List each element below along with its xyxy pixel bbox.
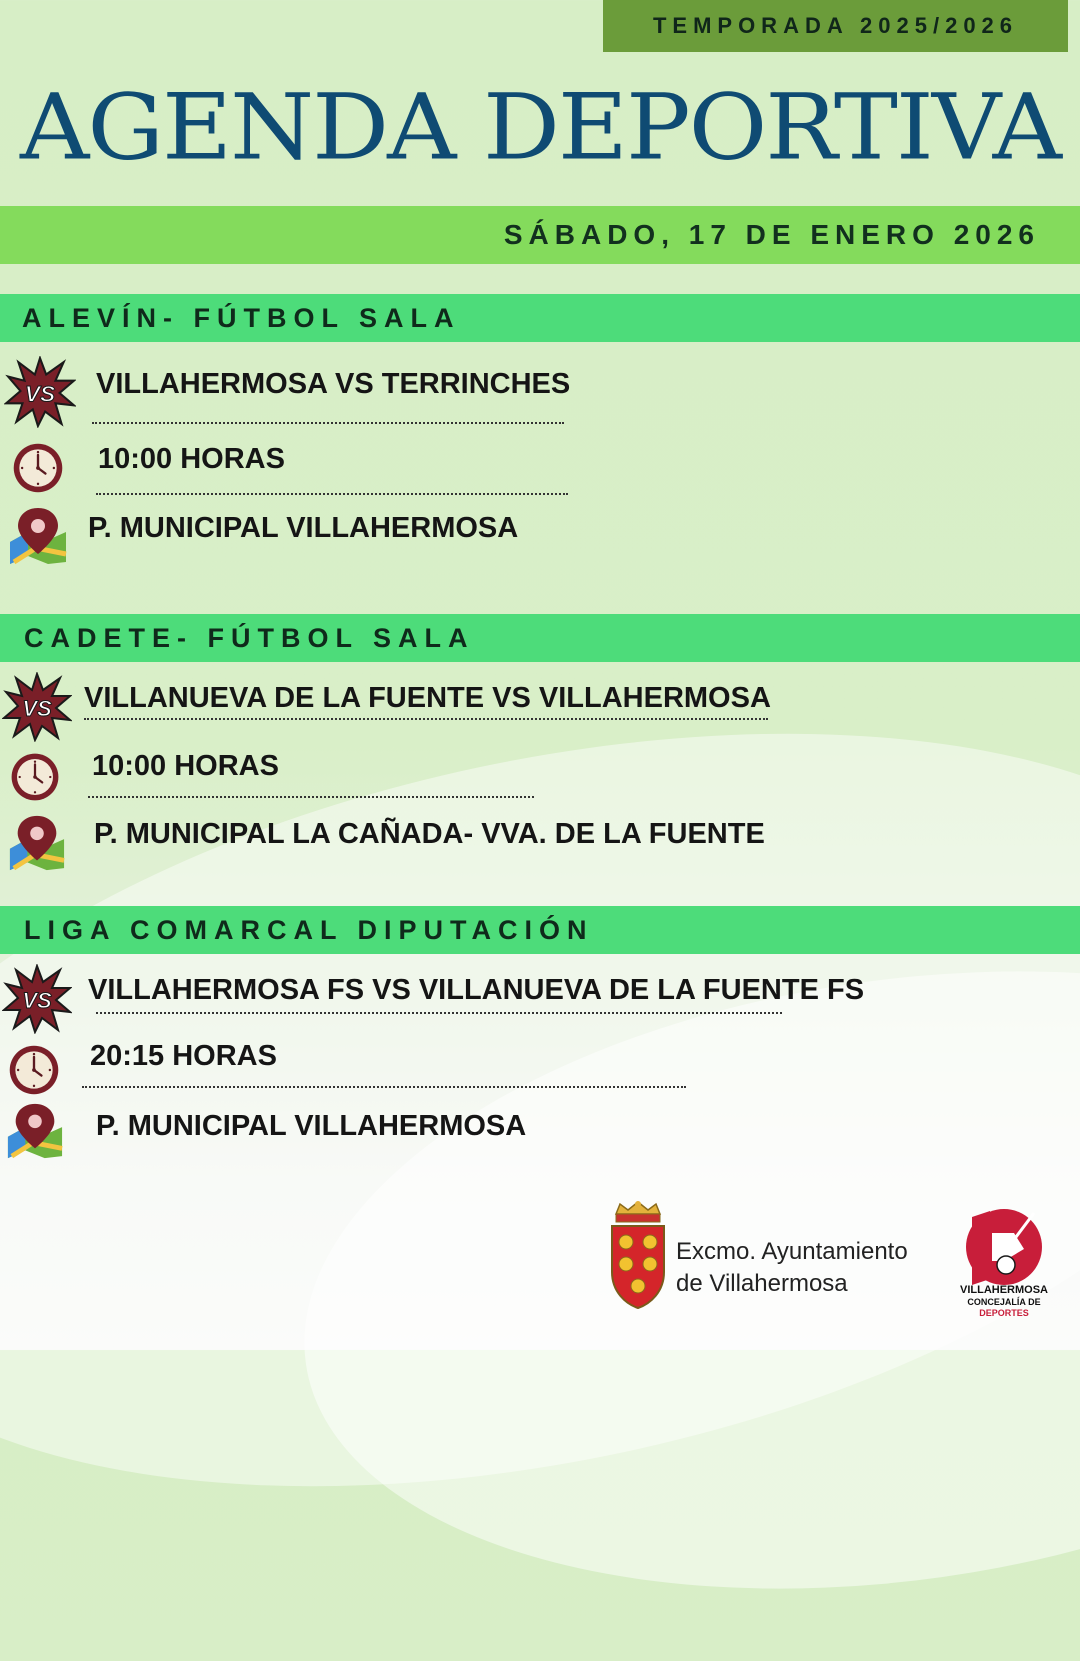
venue-label: P. MUNICIPAL VILLAHERMOSA xyxy=(96,1110,527,1142)
divider xyxy=(82,1086,686,1088)
clock-icon xyxy=(10,440,66,496)
match-label: VILLAHERMOSA VS TERRINCHES xyxy=(96,368,571,400)
municipality-name xyxy=(676,1236,908,1300)
divider xyxy=(88,796,534,798)
clock-icon xyxy=(8,750,62,804)
section-header-alevin xyxy=(0,294,1080,342)
map-pin-icon xyxy=(6,814,68,872)
section-header-liga xyxy=(0,906,1080,954)
season-label: TEMPORADA 2025/2026 xyxy=(652,13,1019,38)
divider xyxy=(92,422,564,424)
vs-burst-icon xyxy=(4,356,76,428)
coat-of-arms-icon xyxy=(606,1200,670,1310)
club-subtitle-a: CONCEJALÍA DE xyxy=(967,1297,1041,1307)
section-heading: ALEVÍN- FÚTBOL SALA xyxy=(22,302,461,333)
match-label: VILLAHERMOSA FS VS VILLANUEVA DE LA FUENTE FS xyxy=(88,974,865,1006)
section-heading: CADETE- FÚTBOL SALA xyxy=(24,622,475,653)
time-label: 10:00 HORAS xyxy=(98,443,285,475)
divider xyxy=(96,1012,782,1014)
date-banner xyxy=(0,206,1080,264)
venue-label: P. MUNICIPAL LA CAÑADA- VVA. DE LA FUENTE xyxy=(94,818,765,850)
section-header-cadete xyxy=(0,614,1080,662)
divider xyxy=(84,718,768,720)
page-title: AGENDA DEPORTIVA xyxy=(20,73,1060,181)
map-pin-icon xyxy=(4,1102,66,1160)
season-badge xyxy=(603,0,1068,52)
municipality-line: Excmo. Ayuntamiento xyxy=(676,1238,908,1265)
vs-burst-icon xyxy=(2,672,72,742)
divider xyxy=(96,493,568,495)
match-label: VILLANUEVA DE LA FUENTE VS VILLAHERMOSA xyxy=(84,682,771,714)
venue-label: P. MUNICIPAL VILLAHERMOSA xyxy=(88,512,519,544)
time-label: 10:00 HORAS xyxy=(92,750,279,782)
clock-icon xyxy=(6,1042,62,1098)
club-subtitle xyxy=(948,1297,1060,1319)
club-name: VILLAHERMOSA xyxy=(960,1284,1048,1296)
vs-burst-icon xyxy=(2,964,72,1034)
map-pin-icon xyxy=(6,506,70,566)
date-label: SÁBADO, 17 DE ENERO 2026 xyxy=(503,219,1040,250)
time-label: 20:15 HORAS xyxy=(90,1040,277,1072)
club-subtitle-b: DEPORTES xyxy=(979,1308,1029,1318)
municipality-logo xyxy=(606,1200,936,1310)
municipality-line: de Villahermosa xyxy=(676,1270,848,1297)
section-heading: LIGA COMARCAL DIPUTACIÓN xyxy=(24,914,594,945)
